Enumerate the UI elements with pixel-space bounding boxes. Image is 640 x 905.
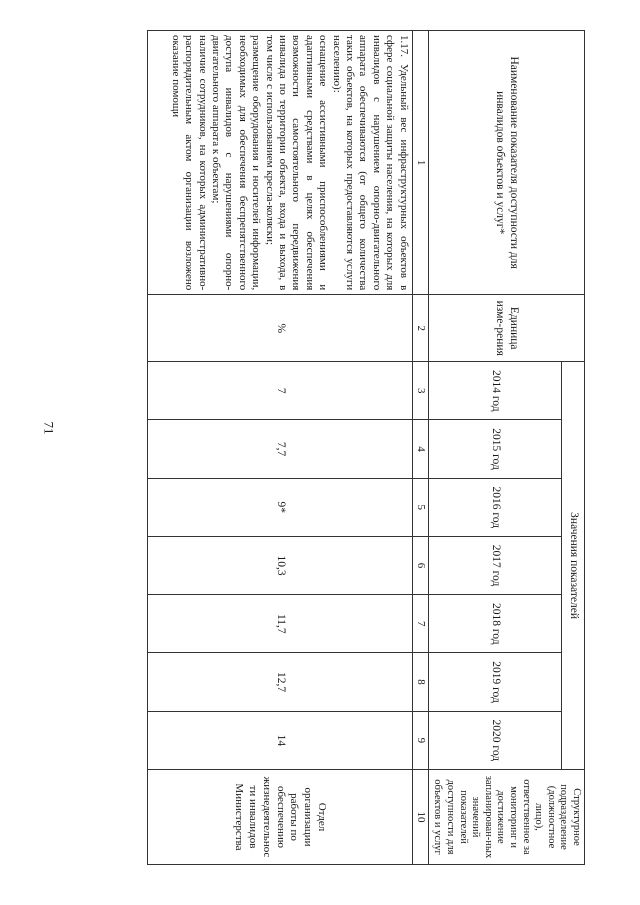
rotated-table-wrapper xyxy=(169,30,585,865)
indicator-value: 12,7 xyxy=(147,653,412,711)
header-year: 2016 год xyxy=(428,478,561,536)
column-number: 2 xyxy=(412,295,428,362)
indicator-value: 7,7 xyxy=(147,420,412,478)
column-number-row xyxy=(412,31,428,865)
responsible-department: Отдел организации работы по обеспечению жизнедеятельнос ти инвалидов Министерства xyxy=(147,770,412,865)
column-number: 5 xyxy=(412,478,428,536)
column-number: 6 xyxy=(412,536,428,594)
indicator-unit: % xyxy=(147,295,412,362)
indicator-value: 14 xyxy=(147,711,412,769)
header-name: Наименование показателя доступности для инвалидов объектов и услуг* xyxy=(428,31,584,295)
column-number: 1 xyxy=(412,31,428,295)
header-values-group: Значения показателей xyxy=(562,362,585,770)
header-year: 2014 год xyxy=(428,362,561,420)
column-number: 8 xyxy=(412,653,428,711)
header-year: 2020 год xyxy=(428,711,561,769)
indicator-value: 11,7 xyxy=(147,595,412,653)
indicator-value: 9* xyxy=(147,478,412,536)
header-unit: Единица изме-рения xyxy=(428,295,584,362)
header-year: 2018 год xyxy=(428,595,561,653)
indicator-paragraph: размещение оборудования и носителей информации, необходимых для обеспечения беспрепятственного доступа инвалидов с нарушениями опорно-двигательного аппарата к объектам; xyxy=(210,35,263,291)
column-number: 3 xyxy=(412,362,428,420)
page-number: 71 xyxy=(41,421,57,435)
column-number: 7 xyxy=(412,595,428,653)
indicator-value: 7 xyxy=(147,362,412,420)
indicator-value: 10,3 xyxy=(147,536,412,594)
indicator-name xyxy=(147,31,412,295)
indicator-paragraph: оснащение ассистивными приспособлениями и адаптивными средствами в целях обеспечения возможности самостоятельного передвижения инвалида по территории объекта, входа и выхода, в том числе с использованием кресла-коляски; xyxy=(263,35,330,291)
column-number: 10 xyxy=(412,770,428,865)
indicator-paragraph: наличие сотрудников, на которых административно-распорядительным актом организации возложено оказание помощи xyxy=(169,35,209,291)
column-number: 4 xyxy=(412,420,428,478)
header-dept: Структурное подразделение (должностное лицо), ответственное за мониторинг и достижение запланирован-ных значений показателей доступности для объектов и услуг xyxy=(428,770,584,865)
header-year: 2015 год xyxy=(428,420,561,478)
column-number: 9 xyxy=(412,711,428,769)
header-row-1 xyxy=(562,31,585,865)
header-year: 2019 год xyxy=(428,653,561,711)
table-row xyxy=(147,31,412,865)
header-year: 2017 год xyxy=(428,536,561,594)
indicator-paragraph: 1.17. Удельный вес инфраструктурных объектов в сфере социальной защиты населения, на которых для инвалидов с нарушением опорно-двигательного аппарата обеспечиваются (от общего количества таких объектов, на которых предоставляются услуги населению): xyxy=(330,35,410,291)
indicators-table xyxy=(147,30,585,865)
